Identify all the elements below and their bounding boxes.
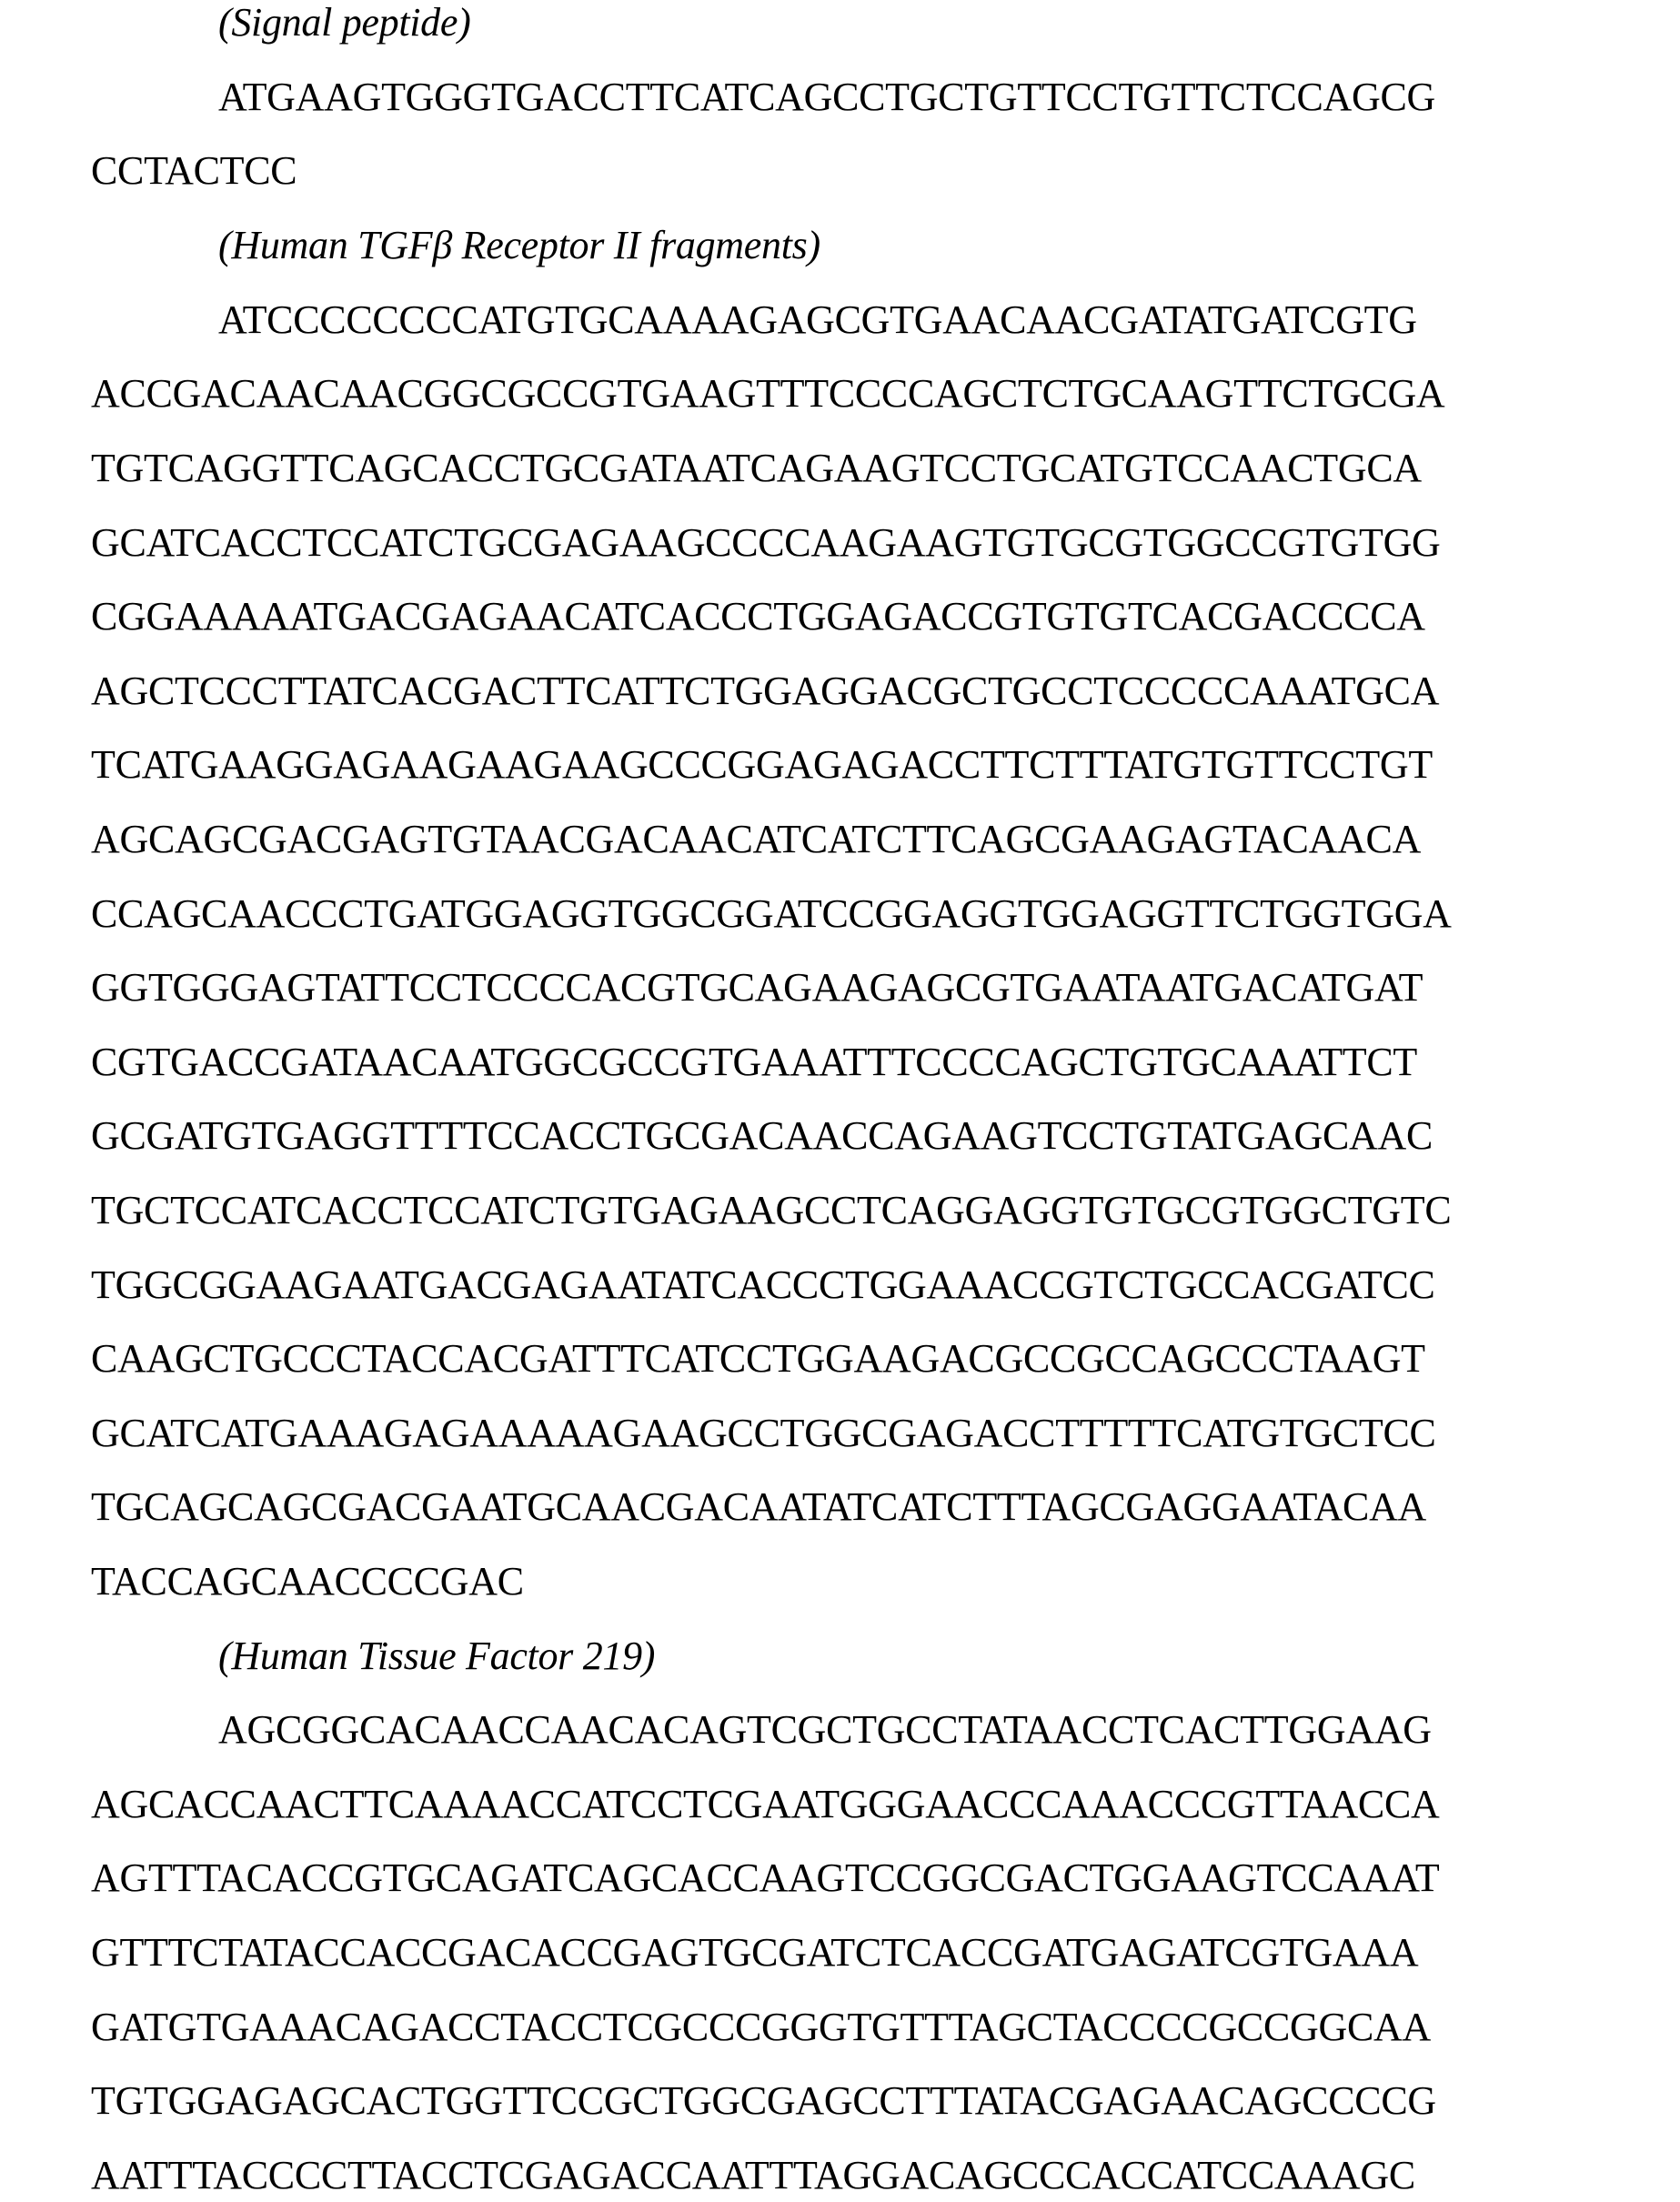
sequence-line: TCATGAAGGAGAAGAAGAAGCCCGGAGAGACCTTCTTTATGTGTTCCTGT xyxy=(91,742,1433,787)
sequence-line: AATTTACCCCTTACCTCGAGACCAATTTAGGACAGCCCACCATCCAAAGC xyxy=(91,2153,1415,2197)
sequence-line: TACCAGCAACCCCGAC xyxy=(91,1559,524,1604)
sequence-line: CAAGCTGCCCTACCACGATTTCATCCTGGAAGACGCCGCCAGCCCTAAGT xyxy=(91,1336,1425,1381)
sequence-line: CCTACTCC xyxy=(91,148,297,193)
sequence-line: TGTGGAGAGCACTGGTTCCGCTGGCGAGCCTTTATACGAGAACAGCCCCG xyxy=(91,2078,1436,2123)
sequence-line: GTTTCTATACCACCGACACCGAGTGCGATCTCACCGATGAGATCGTGAAA xyxy=(91,1930,1419,1975)
sequence-line: AGCACCAACTTCAAAACCATCCTCGAATGGGAACCCAAACCCGTTAACCA xyxy=(91,1782,1440,1826)
sequence-line: AGCGGCACAACCAACACAGTCGCTGCCTATAACCTCACTTGGAAG xyxy=(218,1707,1432,1752)
sequence-line: TGGCGGAAGAATGACGAGAATATCACCCTGGAAACCGTCTGCCACGATCC xyxy=(91,1262,1435,1307)
sequence-line: TGTCAGGTTCAGCACCTGCGATAATCAGAAGTCCTGCATGTCCAACTGCA xyxy=(91,446,1422,490)
sequence-line: CGGAAAAATGACGAGAACATCACCCTGGAGACCGTGTGTCACGACCCCA xyxy=(91,594,1425,638)
sequence-line: ATCCCCCCCCATGTGCAAAAGAGCGTGAACAACGATATGATCGTG xyxy=(218,297,1417,342)
sequence-line: CCAGCAACCCTGATGGAGGTGGCGGATCCGGAGGTGGAGGTTCTGGTGGA xyxy=(91,891,1452,936)
section-heading-tgfb-receptor: (Human TGFβ Receptor II fragments) xyxy=(218,223,820,267)
sequence-line: AGCTCCCTTATCACGACTTCATTCTGGAGGACGCTGCCTCCCCCAAATGCA xyxy=(91,669,1440,713)
sequence-line: GCGATGTGAGGTTTTCCACCTGCGACAACCAGAAGTCCTGTATGAGCAAC xyxy=(91,1113,1434,1158)
sequence-line: GCATCACCTCCATCTGCGAGAAGCCCCAAGAAGTGTGCGTGGCCGTGTGG xyxy=(91,520,1441,565)
sequence-line: GCATCATGAAAGAGAAAAAGAAGCCTGGCGAGACCTTTTTCATGTGCTCC xyxy=(91,1411,1436,1455)
sequence-line: AGCAGCGACGAGTGTAACGACAACATCATCTTCAGCGAAGAGTACAACA xyxy=(91,817,1422,861)
sequence-line: ACCGACAACAACGGCGCCGTGAAGTTTCCCCAGCTCTGCAAGTTCTGCGA xyxy=(91,371,1445,416)
sequence-line: CGTGACCGATAACAATGGCGCCGTGAAATTTCCCCAGCTGTGCAAATTCT xyxy=(91,1040,1417,1084)
section-heading-signal-peptide: (Signal peptide) xyxy=(218,0,471,45)
sequence-line: AGTTTACACCGTGCAGATCAGCACCAAGTCCGGCGACTGGAAGTCCAAAT xyxy=(91,1855,1440,1900)
sequence-line: ATGAAGTGGGTGACCTTCATCAGCCTGCTGTTCCTGTTCTCCAGCG xyxy=(218,75,1435,119)
sequence-line: TGCTCCATCACCTCCATCTGTGAGAAGCCTCAGGAGGTGTGCGTGGCTGTC xyxy=(91,1188,1452,1232)
section-heading-tissue-factor: (Human Tissue Factor 219) xyxy=(218,1634,656,1678)
sequence-line: GGTGGGAGTATTCCTCCCCACGTGCAGAAGAGCGTGAATAATGACATGAT xyxy=(91,965,1423,1010)
sequence-line: TGCAGCAGCGACGAATGCAACGACAATATCATCTTTAGCGAGGAATACAA xyxy=(91,1484,1427,1529)
sequence-line: GATGTGAAACAGACCTACCTCGCCCGGGTGTTTAGCTACCCCGCCGGCAA xyxy=(91,2005,1431,2049)
